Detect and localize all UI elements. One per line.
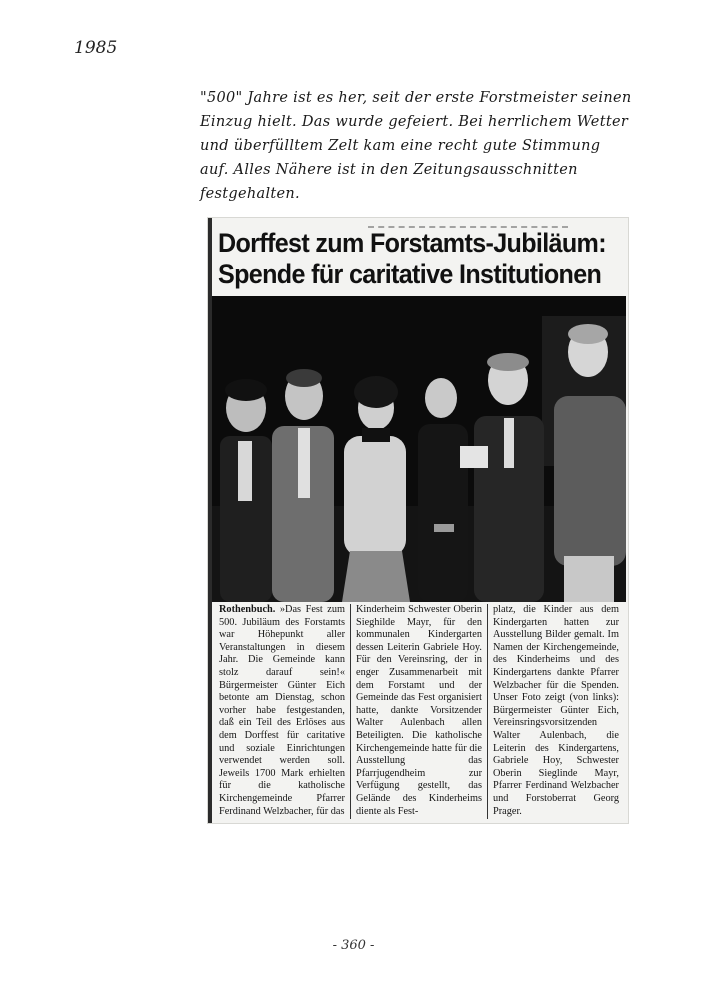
headline-line-2: Spende für caritative Institutionen <box>218 259 602 289</box>
newspaper-clipping <box>208 218 628 823</box>
handnote-line: und überfülltem Zelt kam eine recht gute Stimmung <box>200 138 601 154</box>
group-photo <box>212 296 626 602</box>
handnote-line: festgehalten. <box>200 186 300 202</box>
handwritten-note <box>200 86 632 206</box>
group-photo-image <box>212 296 626 602</box>
article-text: platz, die Kinder aus dem Kindergarten hatten zur Ausstellung Bilder gemalt. Im Namen der Kirchengemeinde, des Kinderheims und des Kindergartens dankte Pfarrer Welzbacher für die Spenden. Unser Foto zeigt (von links): Bürgermeister Günter Eich, Vereinsringsvorsitzenden Walter Aulenbach, die Leiterin des Kindergartens, Gabriele Hoy, Schwester Oberin Sieglinde Mayr, Pfarrer Ferdinand Welzbacher und Forstoberrat Georg Prager. <box>493 604 619 817</box>
article-column-1 <box>214 604 350 819</box>
article-column-2 <box>350 604 487 819</box>
handnote-line: "500" Jahre ist es her, seit der erste Forstmeister seinen <box>200 90 632 106</box>
article-text: »Das Fest zum 500. Jubiläum des Forstamts war Höhepunkt aller Veranstaltungen in diesem Jahr. Die Gemeinde kann stolz darauf sein!« Bürgermeister Günter Eich betonte am Dienstag, schon vorher habe festgestanden, daß ein Teil des Erlöses aus dem Dorffest für caritative und soziale Einrichtungen verwendet werden soll. Jeweils 1700 Mark erhielten für die katholische Kirchengemeinde Pfarrer Ferdinand Welzbacher, für das <box>219 604 346 817</box>
article-dateline: Rothenbuch. <box>219 604 276 615</box>
headline-line-1: Dorffest zum Forstamts-Jubiläum: <box>218 228 606 258</box>
handnote-line: auf. Alles Nähere ist in den Zeitungsausschnitten <box>200 162 578 178</box>
page-year: 1985 <box>74 38 118 58</box>
clipping-headline <box>218 228 606 290</box>
article-column-3 <box>487 604 624 819</box>
page-number: - 360 - <box>332 938 375 953</box>
article-text: Kinderheim Schwester Oberin Sieghilde Mayr, für den kommunalen Kindergarten dessen Leiterin Gabriele Hoy. Für den Vereinsring, der in enger Zusammenarbeit mit dem Forstamt und der Gemeinde das Fest organisiert hatte, dankte Vorsitzender Walter Aulenbach allen Beteiligten. Die katholische Kirchengemeinde hatte für die Ausstellung das Pfarrjugendheim zur Verfügung gestellt, das Gelände des Kinderheims diente als Fest- <box>356 604 482 817</box>
article-columns <box>214 604 624 819</box>
person-figure <box>220 379 272 602</box>
handnote-line: Einzug hielt. Das wurde gefeiert. Bei herrlichem Wetter <box>200 114 629 130</box>
clipping-torn-top <box>368 218 568 228</box>
